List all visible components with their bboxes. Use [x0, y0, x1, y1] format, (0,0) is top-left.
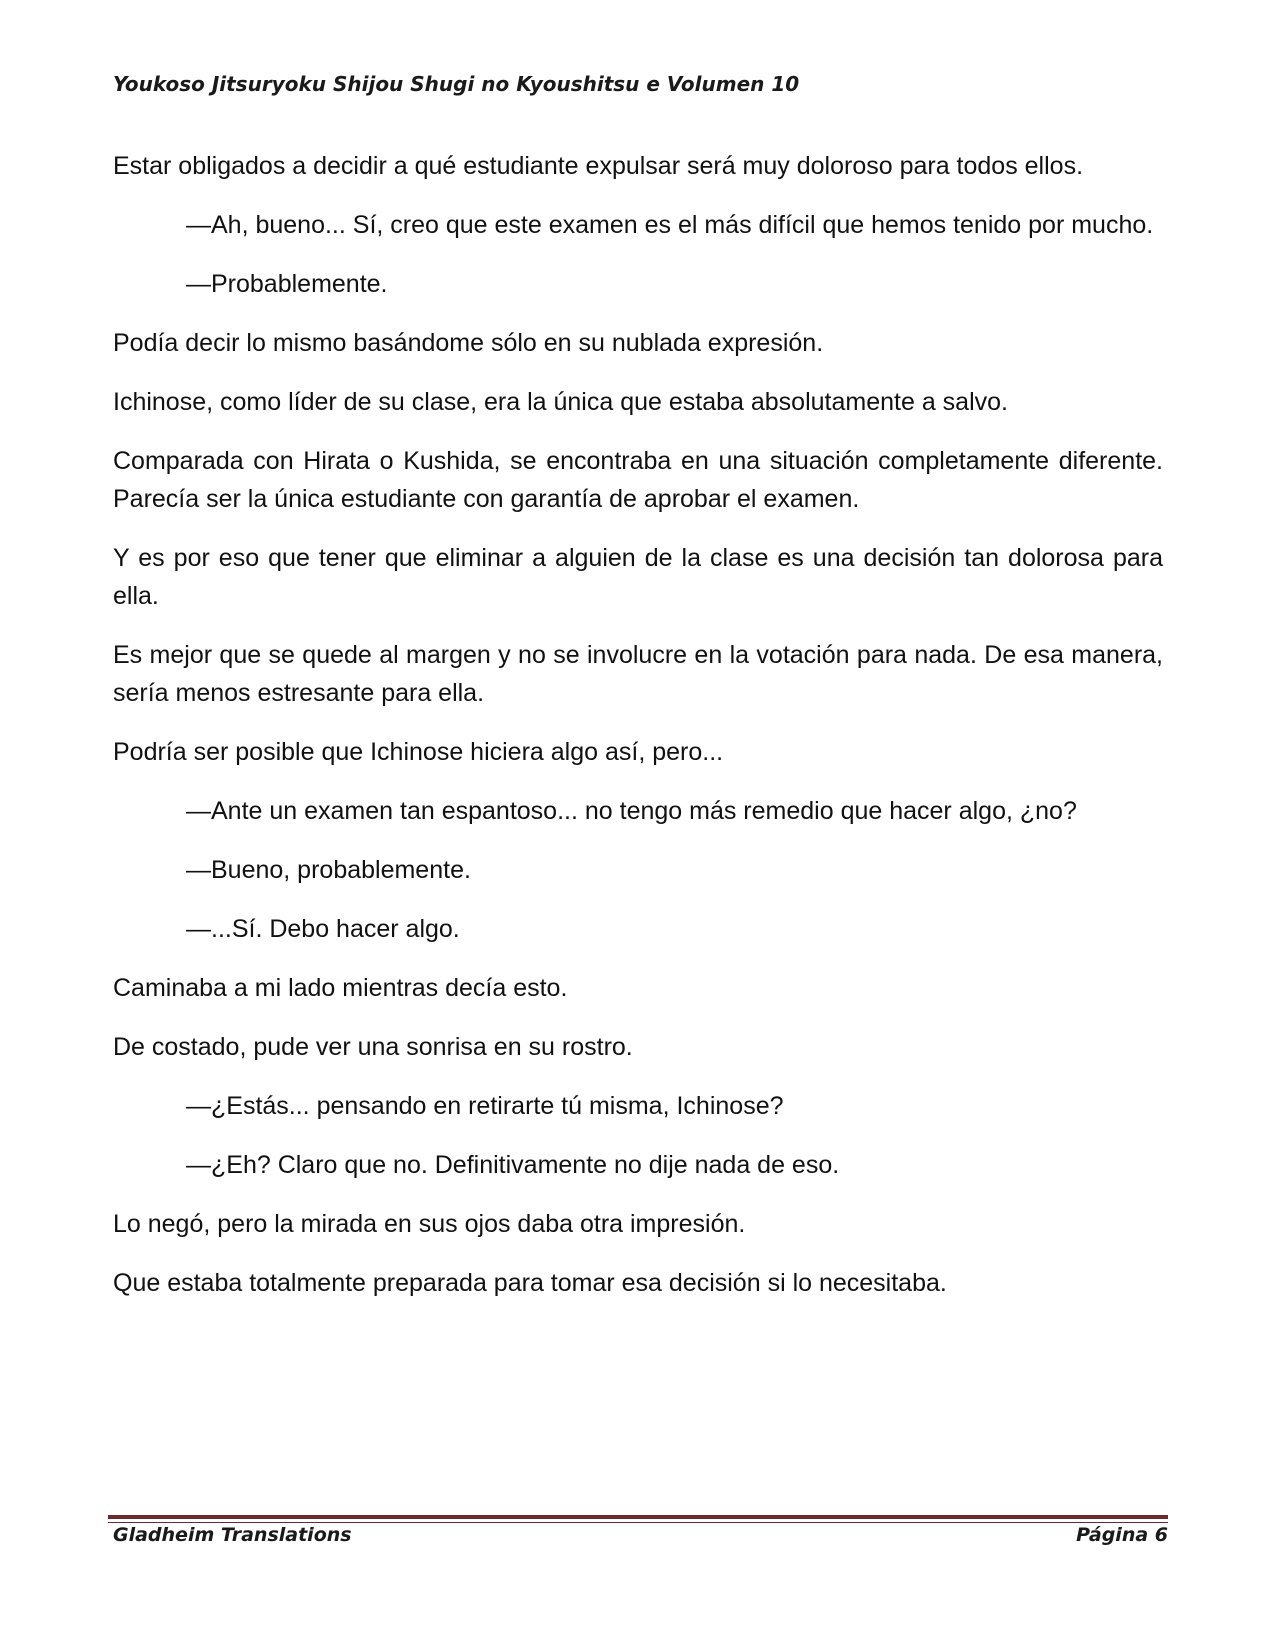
paragraph: Ichinose, como líder de su clase, era la única que estaba absolutamente a salvo.: [113, 388, 1008, 416]
page-number: Página 6: [1076, 1524, 1168, 1546]
running-header: Youkoso Jitsuryoku Shijou Shugi no Kyoushitsu e Volumen 10: [113, 72, 800, 96]
dialogue-line: —Probablemente.: [186, 270, 388, 298]
paragraph: Podría ser posible que Ichinose hiciera algo así, pero...: [113, 738, 724, 766]
dialogue-line: —Bueno, probablemente.: [186, 856, 471, 884]
dialogue-line: —¿Estás... pensando en retirarte tú misma, Ichinose?: [186, 1092, 784, 1120]
paragraph: Caminaba a mi lado mientras decía esto.: [113, 974, 568, 1002]
footer-divider-thin: [108, 1522, 1168, 1523]
paragraph: Estar obligados a decidir a qué estudiante expulsar será muy doloroso para todos ellos.: [113, 152, 1084, 180]
dialogue-line: —¿Eh? Claro que no. Definitivamente no dije nada de eso.: [186, 1151, 840, 1179]
footer-divider: [108, 1515, 1168, 1523]
paragraph: De costado, pude ver una sonrisa en su rostro.: [113, 1033, 633, 1061]
paragraph: Lo negó, pero la mirada en sus ojos daba otra impresión.: [113, 1210, 746, 1238]
paragraph: Y es por eso que tener que eliminar a alguien de la clase es una decisión tan dolorosa para ella.: [113, 544, 1163, 610]
page-body: [113, 147, 1163, 1323]
paragraph: Podía decir lo mismo basándome sólo en su nublada expresión.: [113, 329, 824, 357]
dialogue-line: —Ante un examen tan espantoso... no tengo más remedio que hacer algo, ¿no?: [186, 797, 1077, 825]
footer-divider-thick: [108, 1515, 1168, 1519]
dialogue-line: —Ah, bueno... Sí, creo que este examen es el más difícil que hemos tenido por mucho.: [186, 211, 1154, 239]
paragraph: Que estaba totalmente preparada para tomar esa decisión si lo necesitaba.: [113, 1269, 947, 1297]
paragraph: Es mejor que se quede al margen y no se involucre en la votación para nada. De esa manera, sería menos estresante para ella.: [113, 641, 1163, 707]
dialogue-line: —...Sí. Debo hacer algo.: [186, 915, 460, 943]
footer-credit: Gladheim Translations: [113, 1524, 352, 1546]
paragraph: Comparada con Hirata o Kushida, se encontraba en una situación completamente diferente. Parecía ser la única estudiante con garantía de aprobar el examen.: [113, 447, 1163, 513]
